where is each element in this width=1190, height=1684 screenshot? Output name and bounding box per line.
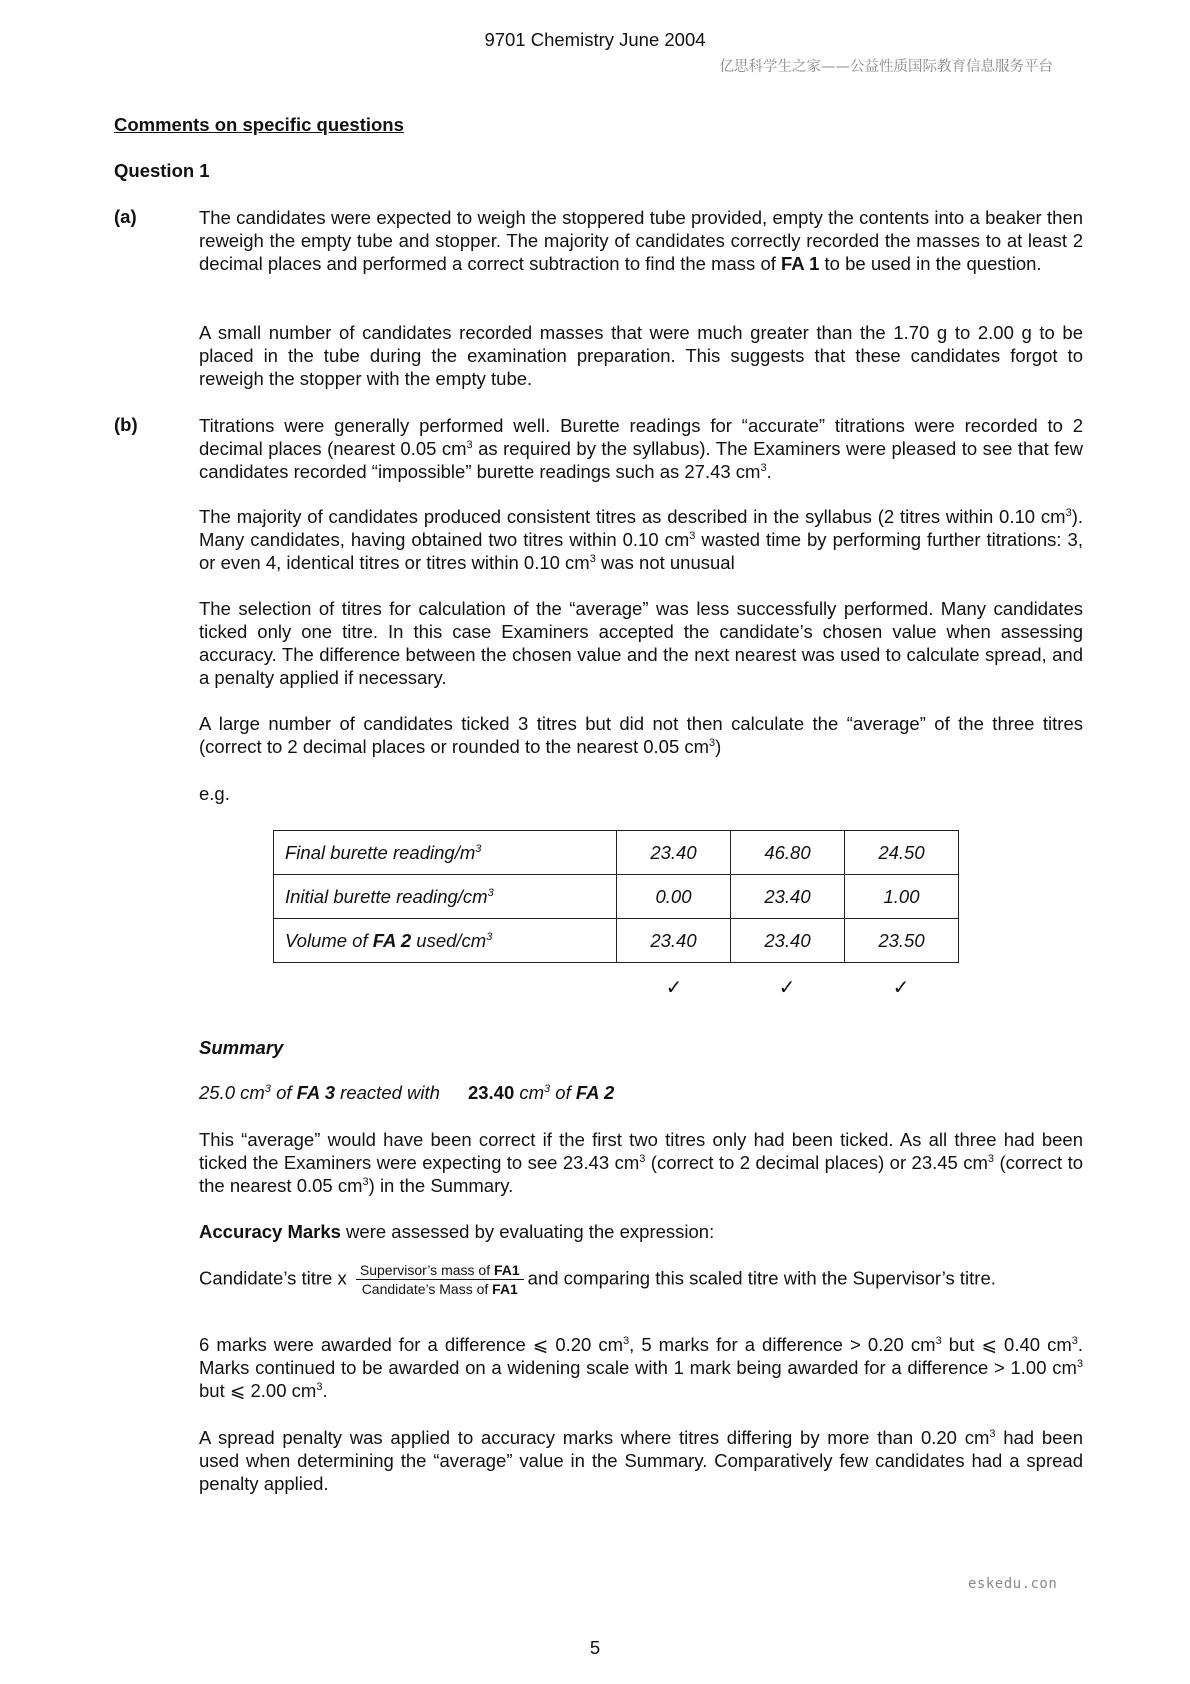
fraction [356, 1262, 524, 1297]
part-b-paragraph-1: Titrations were generally performed well. Burette readings for “accurate” titrations were recorded to 2 decimal places (nearest 0.05 $cm^3$ as required by the syllabus). The Examiners were pleased to see that few candidates recorded “impossible” burette readings such as 27.43 $cm^3$. [199, 415, 1083, 482]
table-cell: 23.40 [617, 831, 731, 875]
part-a-paragraph-1: The candidates were expected to weigh the stoppered tube provided, empty the contents into a beaker then reweigh the empty tube and stopper. The majority of candidates correctly recorded the masses to at least 2 decimal places and performed a correct subtraction to find the mass of FA 1 to be used in the question. [199, 207, 1083, 274]
table-cell: 23.40 [731, 875, 845, 919]
part-b-paragraph-2: The majority of candidates produced consistent titres as described in the syllabus (2 titres within 0.10 $cm^3$). Many candidates, having obtained two titres within 0.10 $cm^3$ wasted time by performing further titrations: 3, or even 4, identical titres or titres within 0.10 $cm^3$ was not unusual [199, 506, 1083, 573]
average-paragraph: This “average” would have been correct if the first two titres only had been ticked. As all three had been ticked the Examiners were expecting to see 23.43 $cm^3$ (correct to 2 decimal places) or 23.45 $cm^3$ (correct to the nearest 0.05 $cm^3$) in the Summary. [199, 1129, 1084, 1196]
part-b-paragraph-3: The selection of titres for calculation of the “average” was less successfully performed. Many candidates ticked only one titre. In this case Examiners accepted the candidate’s chosen value when assessing accuracy. The difference between the chosen value and the next nearest was used to calculate spread, and a penalty applied if necessary. [199, 598, 1083, 688]
page-header-watermark: 亿思科学生之家——公益性质国际教育信息服务平台 [719, 59, 1053, 75]
titre-table [273, 830, 959, 963]
table-row [274, 875, 959, 919]
section-heading: Comments on specific questions [114, 114, 404, 135]
part-a-paragraph-2: A small number of candidates recorded masses that were much greater than the 1.70 g to 2.00 g to be placed in the tube during the examination preparation. This suggests that these candidates forgot to reweigh the stopper with the empty tube. [199, 322, 1083, 389]
marks-paragraph: 6 marks were awarded for a difference ⩽ 0.20 $cm^3$, 5 marks for a difference > 0.20 $cm^3$ but ⩽ 0.40 $cm^3$. Marks continued to be awarded on a widening scale with 1 mark being awarded for a difference > 1.00 $cm^3$ but ⩽ 2.00 $cm^3$. [199, 1334, 1084, 1401]
footer-watermark-url: eskedu.con [968, 1576, 1058, 1592]
fraction-numerator: Supervisor’s mass of FA1 [356, 1262, 524, 1280]
table-cell: 1.00 [845, 875, 959, 919]
tick-icon: ✓ [892, 977, 910, 999]
row-label: Initial burette reading/$cm^3$ [274, 875, 617, 919]
fraction-denominator: Candidate’s Mass of FA1 [361, 1281, 518, 1297]
table-cell: 0.00 [617, 875, 731, 919]
table-row [274, 831, 959, 875]
table-cell: 23.40 [731, 919, 845, 963]
part-b-paragraph-4: A large number of candidates ticked 3 titres but did not then calculate the “average” of the three titres (correct to 2 decimal places or rounded to the nearest 0.05 $cm^3$) [199, 713, 1083, 757]
table-cell: 24.50 [845, 831, 959, 875]
tick-icon: ✓ [665, 977, 683, 999]
accuracy-expression: Candidate’s titre x $\frac{\text{Supervisor’s mass of FA1}}{\text{Candidate’s Mass of FA1}}$ and comparing this scaled titre with the Supervisor’s titre. [199, 1262, 996, 1297]
page-header-title: 9701 Chemistry June 2004 [484, 29, 706, 50]
part-a-label: (a) [114, 206, 137, 227]
accuracy-paragraph: Accuracy Marks were assessed by evaluating the expression: [199, 1221, 715, 1242]
spread-paragraph: A spread penalty was applied to accuracy marks where titres differing by more than 0.20 $cm^3$ had been used when determining the “average” value in the Summary. Comparatively few candidates had a spread penalty applied. [199, 1427, 1083, 1494]
summary-line: 25.0 $cm^3$ of FA 3 reacted with 23.40 $cm^3$ of FA 2 [199, 1082, 615, 1103]
example-label: e.g. [199, 783, 230, 804]
table-cell: 46.80 [731, 831, 845, 875]
table-row [274, 919, 959, 963]
summary-heading: Summary [199, 1037, 284, 1058]
row-label: Final burette reading/$m^3$ [274, 831, 617, 875]
table-cell: 23.50 [845, 919, 959, 963]
page-number: 5 [589, 1637, 601, 1658]
question-heading: Question 1 [114, 160, 210, 181]
tick-icon: ✓ [778, 977, 796, 999]
table-cell: 23.40 [617, 919, 731, 963]
part-b-label: (b) [114, 414, 138, 435]
row-label: Volume of FA 2 used/$cm^3$ [274, 919, 617, 963]
